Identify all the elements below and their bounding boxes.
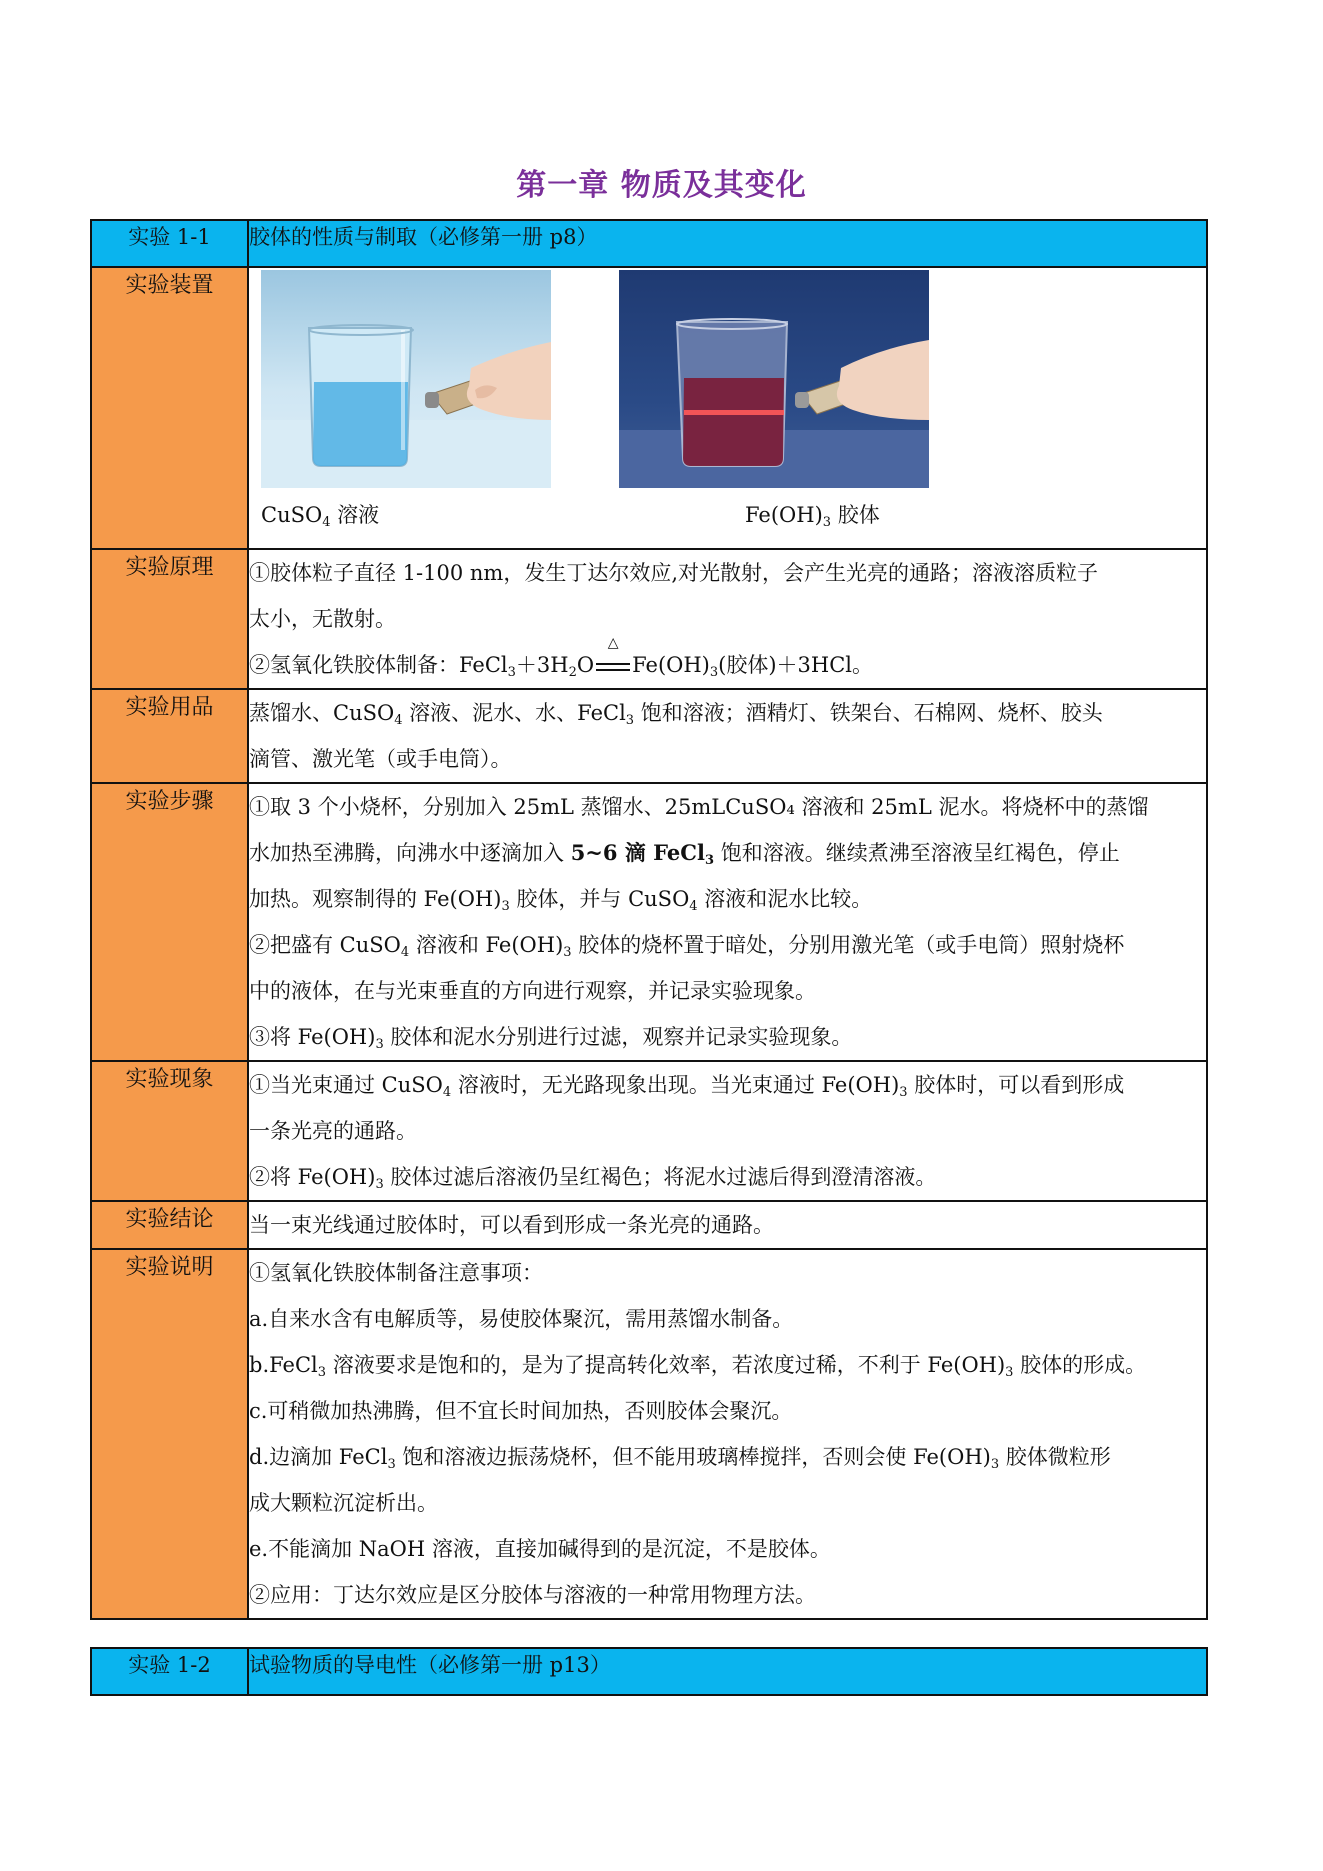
- cuso4-beaker-illustration: [261, 270, 551, 488]
- phenomenon-line-3: ②将 $Fe(OH)_3$ 胶体过滤后溶液仍呈红褐色；将泥水过滤后得到澄清溶液。: [249, 1165, 937, 1192]
- supplies-line-1: 蒸馏水、CuSO$_4$ 溶液、泥水、水、FeCl$_3$ 饱和溶液；酒精灯、铁架台、石棉网、烧杯、胶头: [249, 701, 1103, 728]
- chapter-title: 第一章 物质及其变化: [516, 168, 807, 203]
- notes-line-7: e.不能滴加 NaOH 溶液，直接加碱得到的是沉淀，不是胶体。: [249, 1537, 831, 1561]
- exp2-number: 实验 1-2: [91, 1648, 248, 1695]
- label-steps: 实验步骤: [91, 783, 248, 1061]
- steps-line-1: ①取 3 个小烧杯，分别加入 25mL 蒸馏水、25mLCuSO₄ 溶液和 25mL 泥水。将烧杯中的蒸馏: [249, 795, 1149, 819]
- notes-line-4: c.可稍微加热沸腾，但不宜长时间加热，否则胶体会聚沉。: [249, 1399, 793, 1423]
- notes-line-3: b.FeCl$_3$ 溶液要求是饱和的，是为了提高转化效率，若浓度过稀，不利于 $Fe(OH)_3$ 胶体的形成。: [249, 1353, 1147, 1380]
- label-device: 实验装置: [91, 267, 248, 549]
- notes-line-1: ①氢氧化铁胶体制备注意事项：: [249, 1261, 543, 1285]
- supplies-cell: [248, 689, 1207, 783]
- phenomenon-line-2: 一条光亮的通路。: [249, 1119, 417, 1143]
- principle-line-1: ①胶体粒子直径 1-100 nm，发生丁达尔效应,对光散射，会产生光亮的通路；溶液溶质粒子: [249, 561, 1098, 585]
- cuso4-beaker-photo: [261, 270, 551, 488]
- steps-line-6: ③将 $Fe(OH)_3$ 胶体和泥水分别进行过滤，观察并记录实验现象。: [249, 1025, 853, 1052]
- exp2-name: 试验物质的导电性（必修第一册 p13）: [248, 1648, 1207, 1695]
- notes-cell: [248, 1249, 1207, 1619]
- steps-line-4: ②把盛有 CuSO$_4$ 溶液和 $Fe(OH)_3$ 胶体的烧杯置于暗处，分别用激光笔（或手电筒）照射烧杯: [249, 933, 1125, 960]
- phenomenon-cell: [248, 1061, 1207, 1201]
- label-supplies: 实验用品: [91, 689, 248, 783]
- experiment-1-1-table: [90, 219, 1208, 1620]
- label-notes: 实验说明: [91, 1249, 248, 1619]
- supplies-line-2: 滴管、激光笔（或手电筒）。: [249, 747, 512, 771]
- principle-line-2: 太小，无散射。: [249, 607, 396, 631]
- heating-condition-sign: △: [594, 642, 632, 688]
- conclusion-text: 当一束光线通过胶体时，可以看到形成一条光亮的通路。: [249, 1213, 774, 1237]
- fe-oh-3-colloid-photo: [619, 270, 929, 488]
- principle-cell: [248, 549, 1207, 689]
- label-principle: 实验原理: [91, 549, 248, 689]
- experiment-1-2-table: [90, 1647, 1208, 1696]
- steps-line-3: 加热。观察制得的 $Fe(OH)_3$ 胶体，并与 CuSO$_4$ 溶液和泥水比较。: [249, 887, 873, 914]
- notes-line-8: ②应用：丁达尔效应是区分胶体与溶液的一种常用物理方法。: [249, 1583, 816, 1607]
- steps-line-2: 水加热至沸腾，向沸水中逐滴加入 5~6 滴 FeCl$_3$ 饱和溶液。继续煮沸至溶液呈红褐色，停止: [249, 840, 1120, 868]
- exp1-name: 胶体的性质与制取（必修第一册 p8）: [248, 220, 1207, 267]
- steps-line-5: 中的液体，在与光束垂直的方向进行观察，并记录实验现象。: [249, 979, 816, 1003]
- phenomenon-line-1: ①当光束通过 CuSO$_4$ 溶液时，无光路现象出现。当光束通过 $Fe(OH)_3$ 胶体时，可以看到形成: [249, 1073, 1125, 1100]
- label-phenomenon: 实验现象: [91, 1061, 248, 1201]
- exp1-number: 实验 1-1: [91, 220, 248, 267]
- notes-line-2: a.自来水含有电解质等，易使胶体聚沉，需用蒸馏水制备。: [249, 1307, 794, 1331]
- notes-line-5: d.边滴加 FeCl$_3$ 饱和溶液边振荡烧杯，但不能用玻璃棒搅拌，否则会使 $Fe(OH)_3$ 胶体微粒形: [249, 1445, 1111, 1472]
- colloid-beaker-illustration: [619, 270, 929, 488]
- label-conclusion: 实验结论: [91, 1201, 248, 1249]
- fe-oh-3-caption: $Fe(OH)_3$ 胶体: [745, 503, 880, 530]
- steps-cell: [248, 783, 1207, 1061]
- device-cell: [248, 267, 1207, 549]
- notes-line-6: 成大颗粒沉淀析出。: [249, 1491, 438, 1515]
- conclusion-cell: [248, 1201, 1207, 1249]
- cuso4-caption: CuSO$_4$ 溶液: [261, 503, 380, 530]
- principle-line-3: ②氢氧化铁胶体制备：$FeCl_3+3H_2O$ △ $Fe(OH)_3$(胶体)＋3HCl。: [249, 642, 1206, 688]
